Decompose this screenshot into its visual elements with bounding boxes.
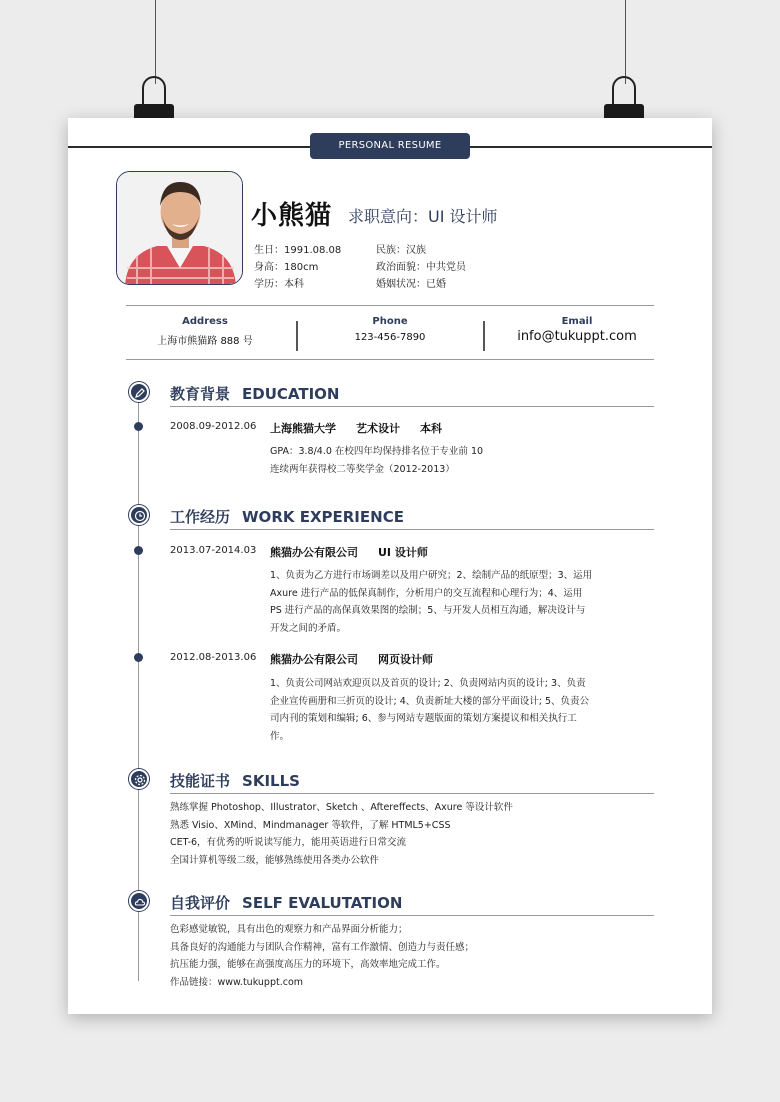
section-icon (129, 891, 149, 911)
height: 身高：180cm (254, 262, 319, 273)
cloud-icon (134, 896, 146, 908)
job-heading (270, 651, 453, 667)
contact-top-rule (126, 305, 654, 306)
ethnicity: 民族：汉族 (376, 245, 426, 256)
contact-divider (296, 321, 298, 351)
education-details (270, 443, 605, 478)
self-eval-title-en: SELF EVALUTATION (242, 894, 403, 912)
education-heading (270, 420, 462, 436)
company-name: 熊猫办公有限公司 (270, 546, 358, 559)
detail-line: 企业宣传画册和三折页的设计; 4、负责新址大楼的部分平面设计; 5、负责公 (270, 695, 590, 707)
self-eval-title (170, 892, 402, 913)
skills-list (170, 799, 640, 869)
contact-email (492, 316, 662, 344)
address-label: Address (182, 316, 228, 327)
address-value: 上海市熊猫路 888 号 (157, 336, 253, 347)
detail-line: 1、负责公司网站欢迎页以及首页的设计; 2、负责网站内页的设计; 3、负责 (270, 678, 586, 689)
job-date: 2012.08-2013.06 (170, 652, 257, 663)
self-eval-list (170, 921, 640, 991)
portfolio-link[interactable]: 作品链接：www.tukuppt.com (170, 976, 304, 988)
education-title-en: EDUCATION (242, 385, 340, 403)
political-status: 政治面貌：中共党员 (376, 262, 466, 273)
job-description (270, 567, 605, 637)
job-role: UI 设计师 (378, 546, 428, 559)
contact-divider (483, 321, 485, 351)
section-rule (170, 529, 654, 530)
section-rule (170, 793, 654, 794)
skills-title-cn: 技能证书 (170, 772, 231, 790)
work-title-en: WORK EXPERIENCE (242, 508, 404, 526)
timeline-dot (134, 546, 143, 555)
candidate-name: 小熊猫 (251, 201, 333, 231)
job-role: 网页设计师 (378, 653, 433, 666)
detail-line: Axure 进行产品的低保真制作，分析用户的交互流程和心理行为；4、运用 (270, 587, 583, 599)
contact-address (120, 316, 290, 347)
work-title (170, 506, 404, 527)
contact-bottom-rule (126, 359, 654, 360)
email-label: Email (561, 316, 593, 327)
major: 艺术设计 (356, 422, 400, 435)
detail-line: 连续两年获得校二等奖学金（2012-2013） (270, 463, 455, 475)
education-title-cn: 教育背景 (170, 385, 231, 403)
skill-line: CET-6，有优秀的听说读写能力，能用英语进行日常交流 (170, 837, 407, 848)
gear-icon (134, 774, 146, 786)
phone-value: 123-456-7890 (354, 332, 426, 343)
hanging-wire-right (625, 0, 626, 84)
email-value[interactable]: info@tukuppt.com (517, 329, 637, 344)
job-intent: 求职意向：UI 设计师 (348, 207, 498, 226)
job-heading (270, 544, 448, 560)
profile-photo (116, 171, 243, 285)
timeline-dot (134, 422, 143, 431)
detail-line: GPA：3.8/4.0 在校四年均保持排名位于专业前 10 (270, 446, 484, 457)
job-date: 2013.07-2014.03 (170, 545, 257, 556)
section-icon (129, 769, 149, 789)
skills-title-en: SKILLS (242, 772, 300, 790)
birth-date: 生日：1991.08.08 (254, 245, 342, 256)
self-eval-title-cn: 自我评价 (170, 894, 231, 912)
education-date: 2008.09-2012.06 (170, 421, 257, 432)
eval-line: 色彩感觉敏锐，具有出色的观察力和产品界面分析能力； (170, 924, 408, 935)
pencil-icon (134, 387, 146, 399)
resume-paper (68, 118, 712, 1014)
section-icon (129, 382, 149, 402)
skill-line: 熟练掌握 Photoshop、Illustrator、Sketch 、Aftereffects、Axure 等设计软件 (170, 802, 513, 813)
clock-icon (134, 510, 146, 522)
skills-title (170, 770, 300, 791)
company-name: 熊猫办公有限公司 (270, 653, 358, 666)
marital-status: 婚姻状况：已婚 (376, 279, 446, 290)
timeline-dot (134, 653, 143, 662)
detail-line: 作。 (270, 730, 290, 742)
work-title-cn: 工作经历 (170, 508, 231, 526)
section-icon (129, 505, 149, 525)
detail-line: PS 进行产品的高保真效果图的绘制；5、与开发人员相互沟通，解决设计与 (270, 605, 586, 616)
education-level: 学历：本科 (254, 279, 304, 290)
section-rule (170, 406, 654, 407)
degree: 本科 (420, 422, 442, 435)
detail-line: 1、负责为乙方进行市场调差以及用户研究；2、绘制产品的纸原型；3、运用 (270, 570, 593, 581)
skill-line: 熟悉 Visio、XMind、Mindmanager 等软件，了解 HTML5+CSS (170, 819, 451, 831)
skill-line: 全国计算机等级二级，能够熟练使用各类办公软件 (170, 854, 380, 866)
job-description (270, 675, 605, 745)
school-name: 上海熊猫大学 (270, 422, 336, 435)
hanging-wire-left (155, 0, 156, 84)
resume-banner: PERSONAL RESUME (310, 133, 470, 159)
eval-line: 具备良好的沟通能力与团队合作精神，富有工作激情、创造力与责任感； (170, 941, 475, 953)
detail-line: 开发之间的矛盾。 (270, 622, 347, 634)
education-title (170, 383, 339, 404)
contact-phone (305, 316, 475, 343)
phone-label: Phone (372, 316, 408, 327)
detail-line: 司内刊的策划和编辑; 6、参与网站专题版面的策划方案提议和相关执行工 (270, 713, 577, 724)
section-rule (170, 915, 654, 916)
personal-info-left (254, 242, 341, 293)
personal-info-right (376, 242, 466, 293)
eval-line: 抗压能力强，能够在高强度高压力的环境下，高效率地完成工作。 (170, 959, 446, 970)
